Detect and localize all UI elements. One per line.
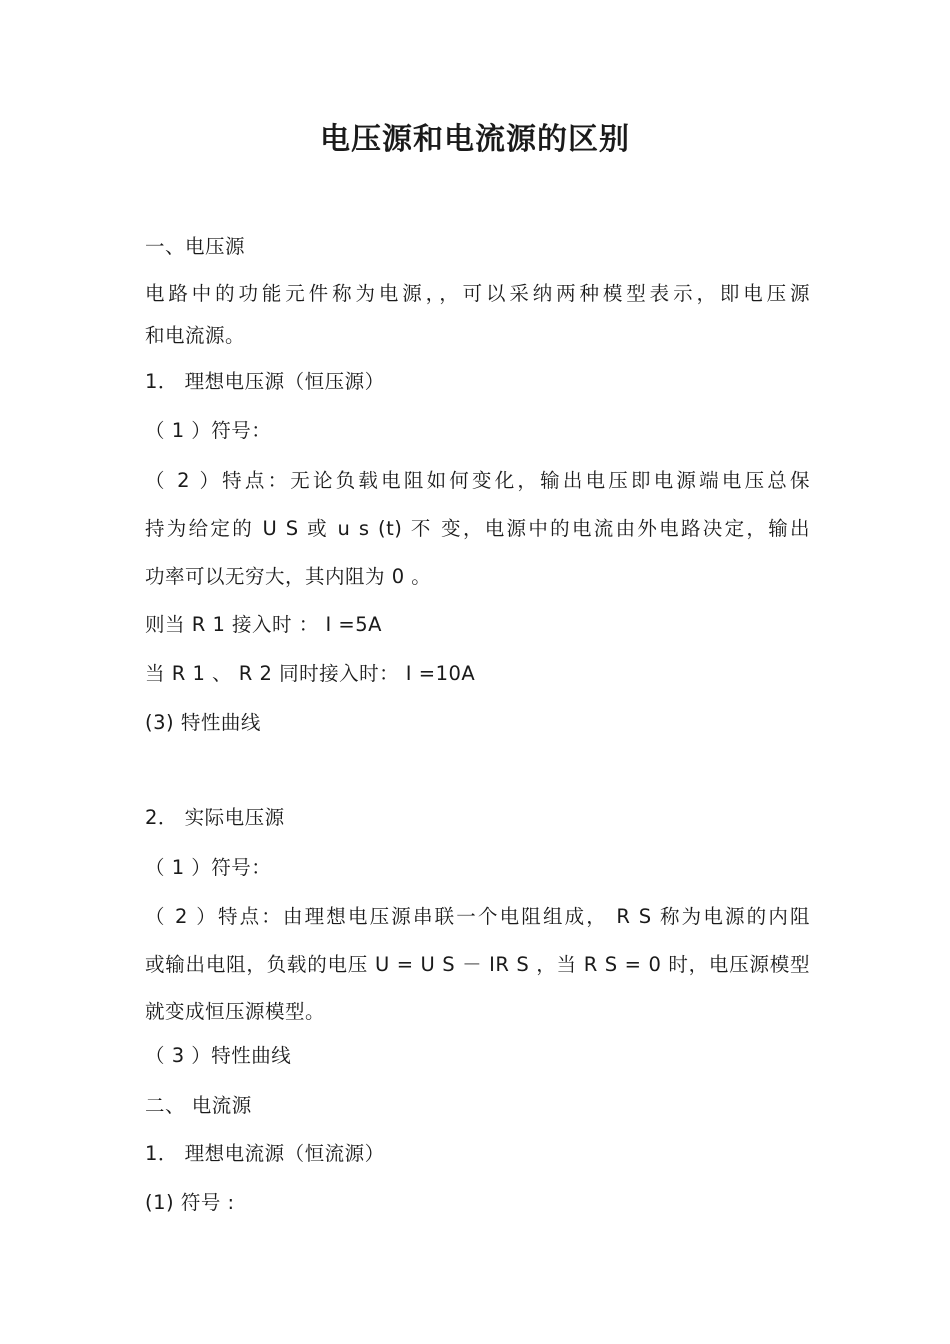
section-heading-current-source: 二、 电流源 [145,1094,252,1117]
paragraph-line: 则当 R 1 接入时 ： I =5A [145,613,382,636]
list-item-characteristic-curve: （ 3 ）特性曲线 [145,1044,292,1067]
subheading-ideal-voltage-source: 1． 理想电压源（恒压源） [145,370,385,393]
subheading-real-voltage-source: 2． 实际电压源 [145,806,285,829]
paragraph-line: （ 2 ）特点：由理想电压源串联一个电阻组成， R S 称为电源的内阻 [145,905,810,928]
list-item-symbol: （ 1 ）符号： [145,419,272,442]
subheading-ideal-current-source: 1． 理想电流源（恒流源） [145,1142,385,1165]
paragraph-line: 功率可以无穷大，其内阻为 0 。 [145,565,432,588]
paragraph-line: 电路中的功能元件称为电源，，可以采纳两种模型表示，即电压源 [145,282,810,305]
list-item-symbol: （ 1 ）符号： [145,856,272,879]
document-title: 电压源和电流源的区别 [320,122,630,157]
paragraph-line: 持为给定的 U S 或 u s (t) 不 变，电源中的电流由外电路决定，输出 [145,517,810,540]
paragraph-line: 和电流源。 [145,324,246,347]
paragraph-line: 就变成恒压源模型。 [145,1000,326,1023]
list-item-symbol: (1) 符号 : [145,1191,235,1214]
paragraph-line: （ 2 ）特点：无论负载电阻如何变化，输出电压即电源端电压总保 [145,469,810,492]
paragraph-line: 当 R 1 、 R 2 同时接入时： I =10A [145,662,476,685]
list-item-characteristic-curve: (3) 特性曲线 [145,711,261,734]
paragraph-line: 或输出电阻，负载的电压 U = U S － IR S ，当 R S = 0 时，电压源模型 [145,953,810,976]
section-heading-voltage-source: 一、电压源 [145,235,246,258]
